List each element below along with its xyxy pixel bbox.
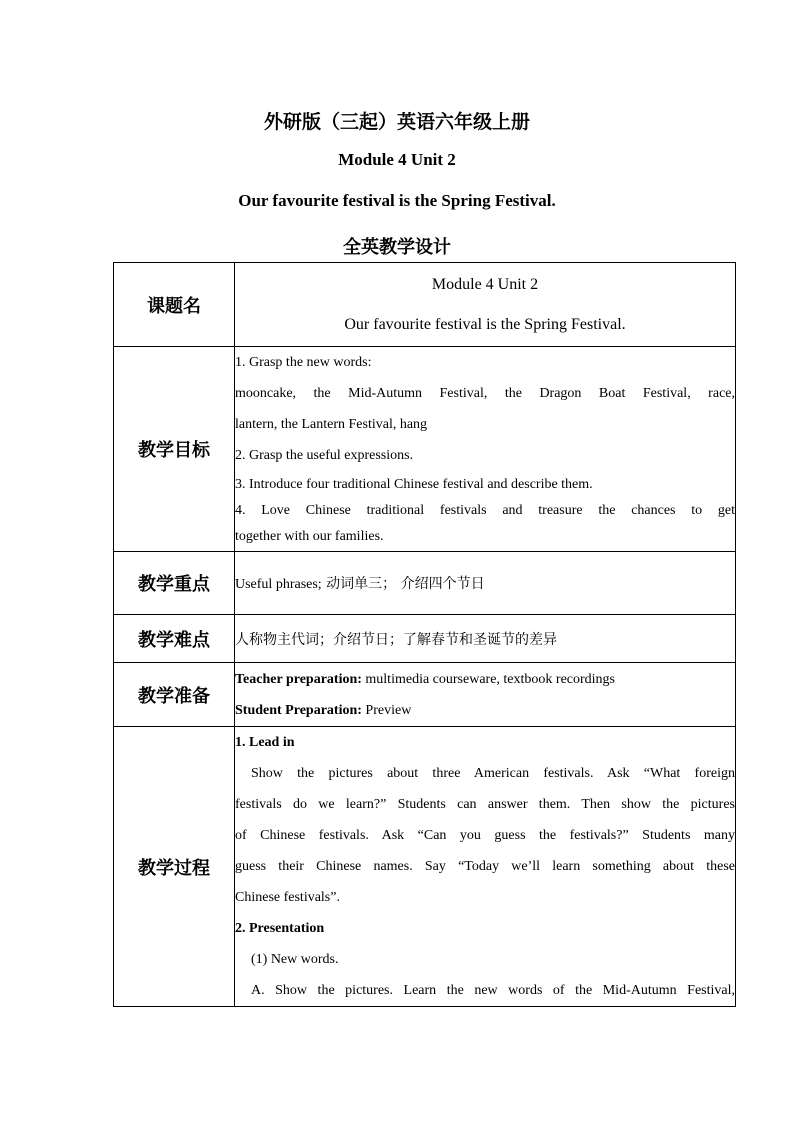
- table-row: [114, 347, 736, 552]
- topic-line-1: Module 4 Unit 2: [431, 275, 539, 293]
- table-row: [114, 663, 736, 727]
- difficulties-label: 教学难点: [114, 615, 235, 663]
- objective-line: 2. Grasp the useful expressions.: [235, 448, 414, 463]
- teacher-preparation-label: Teacher preparation:: [235, 671, 362, 687]
- lesson-plan-table: [113, 262, 736, 1007]
- design-title: 全英教学设计: [343, 237, 451, 258]
- teacher-preparation-text: multimedia courseware, textbook recordings: [361, 671, 615, 687]
- table-row: [114, 727, 736, 1007]
- process-cell: [235, 727, 736, 1007]
- key-points-cell: [235, 552, 736, 615]
- new-words-heading: (1) New words.: [251, 952, 339, 967]
- module-unit-heading: Module 4 Unit 2: [338, 150, 456, 169]
- table-row: [114, 615, 736, 663]
- lead-in-heading: 1. Lead in: [235, 735, 295, 750]
- objectives-cell: [235, 347, 736, 552]
- preparation-cell: [235, 663, 736, 727]
- objectives-label: 教学目标: [114, 347, 235, 552]
- presentation-line: A. Show the pictures. Learn the new words of the Mid-Autumn Festival,: [251, 983, 735, 998]
- key-points-chinese: 动词单三； 介绍四个节日: [321, 576, 485, 592]
- table-row: [114, 552, 736, 615]
- table-row: [114, 263, 736, 347]
- difficulties-cell: 人称物主代词；介绍节日；了解春节和圣诞节的差异: [235, 615, 736, 663]
- lead-in-line: Chinese festivals”.: [235, 890, 340, 905]
- lead-in-line: guess their Chinese names. Say “Today we’ll learn something about these: [235, 859, 735, 874]
- objective-line: mooncake, the Mid-Autumn Festival, the Dragon Boat Festival, race,: [235, 386, 735, 401]
- topic-cell: [235, 263, 736, 347]
- lead-in-line: festivals do we learn?” Students can answer them. Then show the pictures: [235, 797, 735, 812]
- topic-line-2: Our favourite festival is the Spring Festival.: [344, 315, 626, 333]
- lead-in-line: Show the pictures about three American festivals. Ask “What foreign: [251, 766, 735, 781]
- lesson-title: Our favourite festival is the Spring Festival.: [238, 191, 556, 210]
- document-title: 外研版（三起）英语六年级上册: [263, 111, 530, 133]
- key-points-label: 教学重点: [114, 552, 235, 615]
- preparation-label: 教学准备: [114, 663, 235, 727]
- presentation-heading: 2. Presentation: [235, 921, 325, 936]
- objective-line: 4. Love Chinese traditional festivals and treasure the chances to get: [235, 503, 735, 518]
- objective-line: together with our families.: [235, 529, 384, 544]
- topic-label: 课题名: [114, 263, 235, 347]
- student-preparation-label: Student Preparation:: [235, 702, 362, 718]
- process-label: 教学过程: [114, 727, 235, 1007]
- objective-line: 1. Grasp the new words:: [235, 355, 372, 370]
- objective-line: lantern, the Lantern Festival, hang: [235, 417, 428, 432]
- student-preparation-text: Preview: [361, 702, 412, 718]
- lead-in-line: of Chinese festivals. Ask “Can you guess the festivals?” Students many: [235, 828, 735, 843]
- objective-line: 3. Introduce four traditional Chinese festival and describe them.: [235, 477, 593, 492]
- key-points-english: Useful phrases;: [235, 577, 322, 592]
